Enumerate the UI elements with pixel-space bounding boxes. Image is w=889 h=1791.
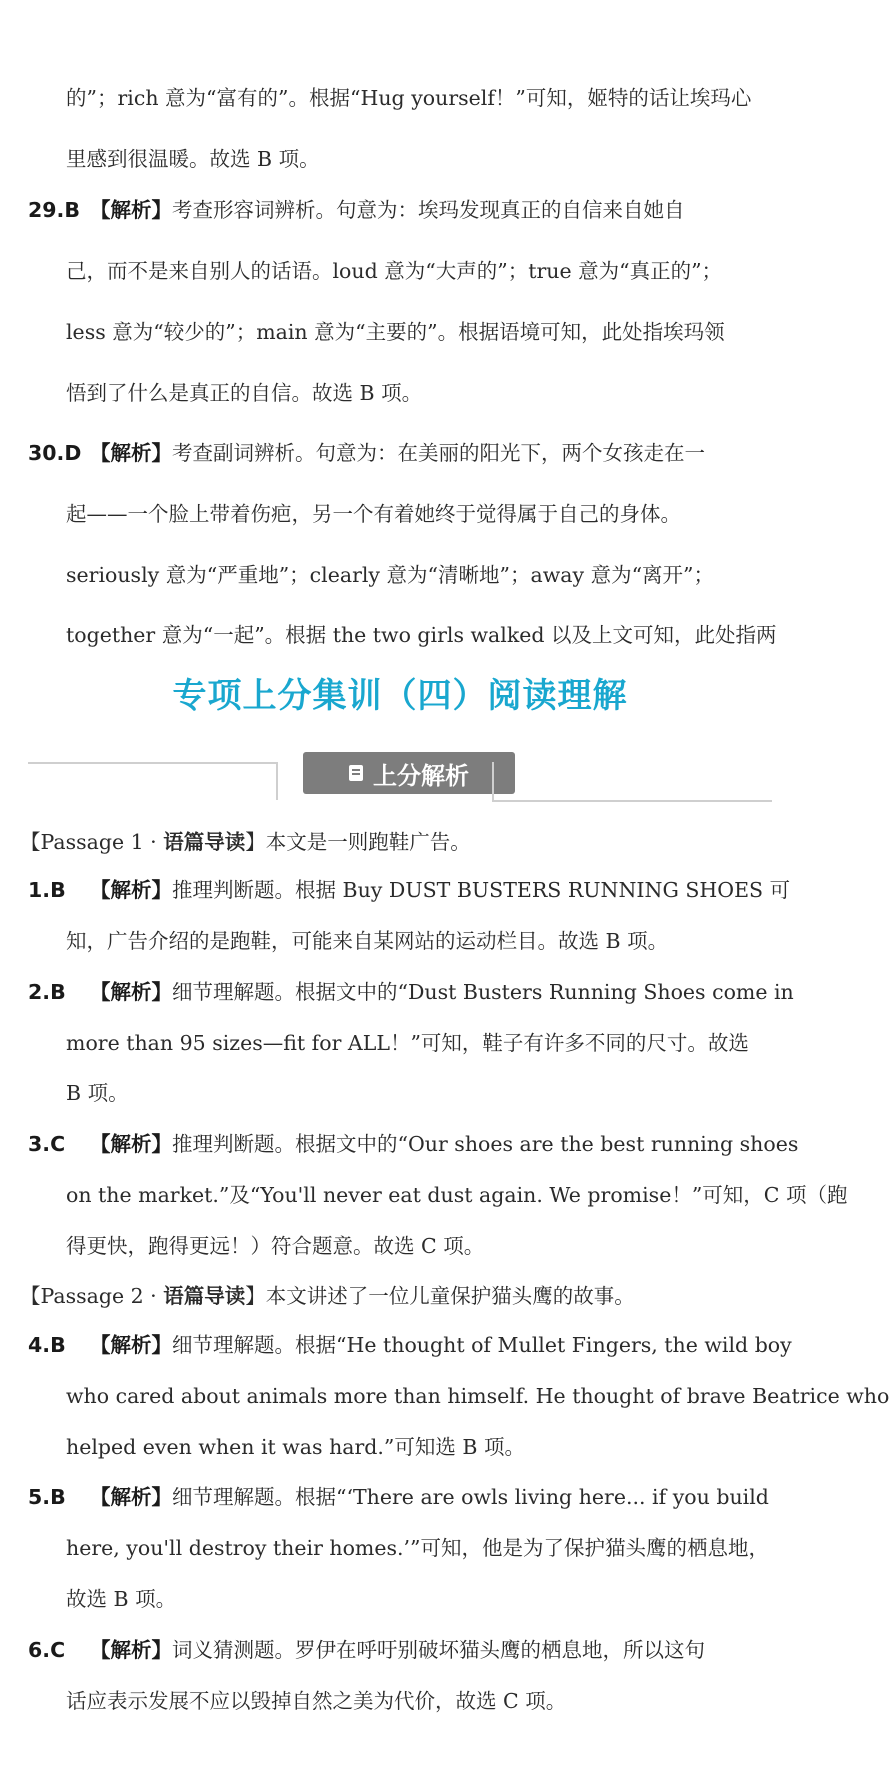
continued-line: 里感到很温暖。故选 B 项。 — [66, 147, 320, 171]
question-number: 29.B — [28, 198, 80, 222]
explanation-line: B 项。 — [66, 1081, 129, 1105]
passage-1-intro: 【Passage 1 · 语篇导读】本文是一则跑鞋广告。 — [20, 830, 471, 854]
explanation-text: 细节理解题。根据“‘There are owls living here... if you build — [172, 1485, 769, 1509]
explanation-text: 词义猜测题。罗伊在呼吁别破坏猫头鹰的栖息地，所以这句 — [172, 1638, 705, 1662]
question-4: 4.B 【解析】细节理解题。根据“He thought of Mullet Fingers, the wild boy — [28, 1333, 792, 1357]
explanation-line: who cared about animals more than himself. He thought of brave Beatrice who — [66, 1384, 889, 1408]
explanation-text: 推理判断题。根据文中的“Our shoes are the best running shoes — [172, 1132, 799, 1156]
passage-2-intro: 【Passage 2 · 语篇导读】本文讲述了一位儿童保护猫头鹰的故事。 — [20, 1284, 635, 1308]
explanation-line: here, you'll destroy their homes.’”可知，他是为了保护猫头鹰的栖息地， — [66, 1536, 770, 1560]
explanation-line: 己，而不是来自别人的话语。loud 意为“大声的”；true 意为“真正的”； — [66, 259, 723, 283]
explanation-text: 考查副词辨析。句意为：在美丽的阳光下，两个女孩走在一 — [172, 441, 705, 465]
explanation-line: on the market.”及“You'll never eat dust again. We promise！”可知，C 项（跑 — [66, 1183, 848, 1207]
banner-bracket-left — [276, 762, 298, 800]
question-number: 2.B — [28, 980, 66, 1004]
banner-rule-left — [28, 762, 278, 764]
question-number: 6.C — [28, 1638, 66, 1662]
explanation-line: seriously 意为“严重地”；clearly 意为“清晰地”；away 意为“离开”； — [66, 563, 715, 587]
explanation-line: more than 95 sizes—fit for ALL！”可知，鞋子有许多不同的尺寸。故选 — [66, 1031, 749, 1055]
question-5: 5.B 【解析】细节理解题。根据“‘There are owls living here... if you build — [28, 1485, 769, 1509]
book-icon — [349, 765, 363, 781]
explanation-line: 得更快，跑得更远！）符合题意。故选 C 项。 — [66, 1234, 485, 1258]
question-1: 1.B 【解析】推理判断题。根据 Buy DUST BUSTERS RUNNING SHOES 可 — [28, 878, 791, 902]
question-number: 5.B — [28, 1485, 66, 1509]
question-2: 2.B 【解析】细节理解题。根据文中的“Dust Busters Running Shoes come in — [28, 980, 794, 1004]
question-number: 30.D — [28, 441, 82, 465]
question-6: 6.C 【解析】词义猜测题。罗伊在呼吁别破坏猫头鹰的栖息地，所以这句 — [28, 1638, 705, 1662]
question-30 — [0, 443, 800, 464]
section-title: 专项上分集训（四）阅读理解 — [172, 676, 628, 716]
explanation-line: 故选 B 项。 — [66, 1587, 177, 1611]
analysis-tag: 【解析】 — [90, 441, 172, 465]
explanation-text: 考查形容词辨析。句意为：埃玛发现真正的自信来自她自 — [172, 198, 685, 222]
explanation-line: 知，广告介绍的是跑鞋，可能来自某网站的运动栏目。故选 B 项。 — [66, 929, 669, 953]
question-number: 3.C — [28, 1132, 66, 1156]
analysis-tag: 【解析】 — [90, 198, 172, 222]
banner-rule-right — [492, 800, 772, 802]
question-number: 4.B — [28, 1333, 66, 1357]
explanation-line: 悟到了什么是真正的自信。故选 B 项。 — [66, 381, 423, 405]
banner-bracket-right — [472, 762, 494, 800]
explanation-text: 推理判断题。根据 Buy DUST BUSTERS RUNNING SHOES 可 — [172, 878, 791, 902]
explanation-line: helped even when it was hard.”可知选 B 项。 — [66, 1435, 526, 1459]
question-number: 1.B — [28, 878, 66, 902]
banner-label: 上分解析 — [303, 752, 515, 794]
explanation-line: less 意为“较少的”；main 意为“主要的”。根据语境可知，此处指埃玛领 — [66, 320, 725, 344]
explanation-line: together 意为“一起”。根据 the two girls walked 以及上文可知，此处指两 — [66, 623, 777, 647]
section-banner — [28, 752, 772, 802]
explanation-line: 话应表示发展不应以毁掉自然之美为代价，故选 C 项。 — [66, 1689, 567, 1713]
question-3: 3.C 【解析】推理判断题。根据文中的“Our shoes are the best running shoes — [28, 1132, 799, 1156]
explanation-text: 细节理解题。根据文中的“Dust Busters Running Shoes come in — [172, 980, 794, 1004]
continued-line: 的”；rich 意为“富有的”。根据“Hug yourself！”可知，姬特的话让埃玛心 — [66, 86, 752, 110]
explanation-line: 起——一个脸上带着伤疤，另一个有着她终于觉得属于自己的身体。 — [66, 502, 681, 526]
question-29 — [0, 200, 800, 221]
explanation-text: 细节理解题。根据“He thought of Mullet Fingers, the wild boy — [172, 1333, 792, 1357]
